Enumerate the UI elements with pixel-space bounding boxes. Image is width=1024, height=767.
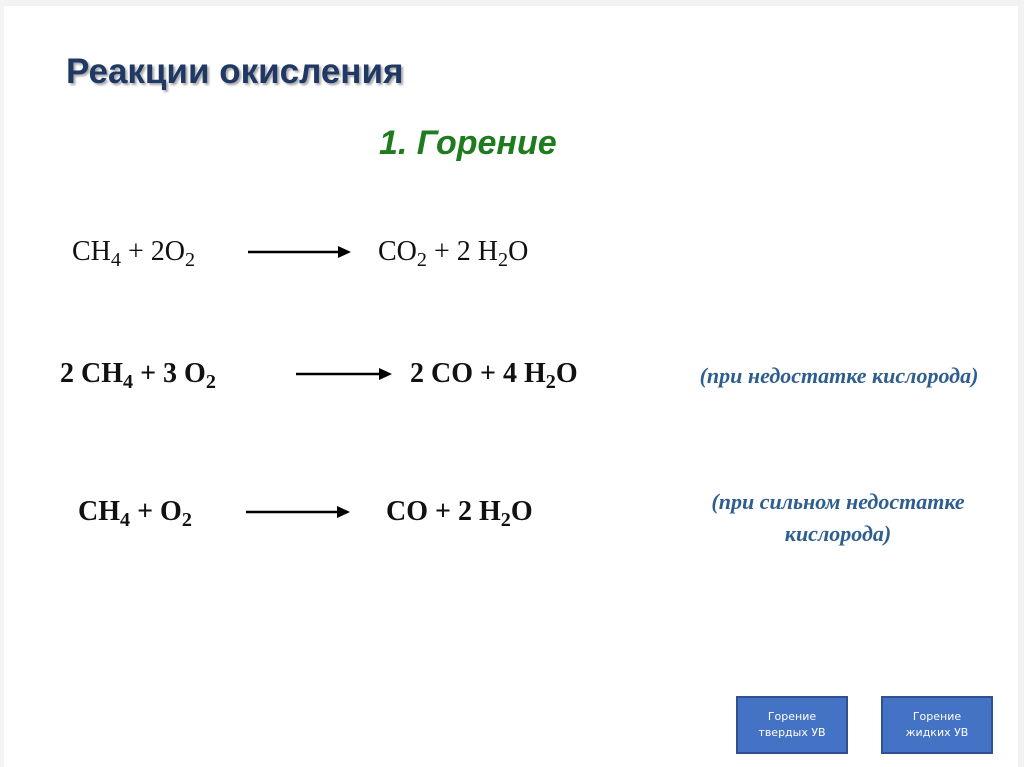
burning-solid-line-1: Горение <box>767 710 817 723</box>
equation-1-arrow-icon <box>248 242 353 262</box>
equation-1-products: $CO_2 + 2$ $H_2O$ <box>378 236 529 272</box>
equation-3-products: CO + 2 $H_2O$ <box>386 496 533 532</box>
equation-3-arrow-icon <box>246 502 352 522</box>
slide-edge-top <box>0 0 1024 6</box>
slide-subtitle: 1. Горение <box>379 124 557 162</box>
equation-3-note-line-2: кислорода) <box>784 521 892 546</box>
equation-3-condition-note <box>660 486 1016 550</box>
burning-liquid-line-2: жидких УВ <box>905 726 969 739</box>
burning-solid-hydrocarbons-button[interactable] <box>736 696 848 754</box>
burning-solid-line-2: твердых УВ <box>758 726 826 739</box>
equation-2 <box>60 358 640 398</box>
equation-3-note-line-1: (при сильном недостатке <box>711 489 965 514</box>
equation-2-reactants: 2 $CH_4 + 3$ $O_2$ <box>60 358 216 394</box>
equation-2-condition-note: (при недостатке кислорода) <box>699 363 979 388</box>
burning-liquid-hydrocarbons-button[interactable] <box>881 696 993 754</box>
equation-3-reactants: $CH_4 + O_2$ <box>78 496 192 532</box>
equation-3 <box>78 496 598 536</box>
equation-2-products: 2 CO + 4 $H_2O$ <box>410 358 578 394</box>
slide-title: Реакции окисления <box>66 52 404 91</box>
slide-edge-left <box>0 0 4 767</box>
equation-1 <box>72 236 592 276</box>
equation-1-reactants: $CH_4 + 2O_2$ <box>72 236 196 272</box>
equation-2-arrow-icon <box>296 364 396 384</box>
burning-liquid-line-1: Горение <box>912 710 962 723</box>
